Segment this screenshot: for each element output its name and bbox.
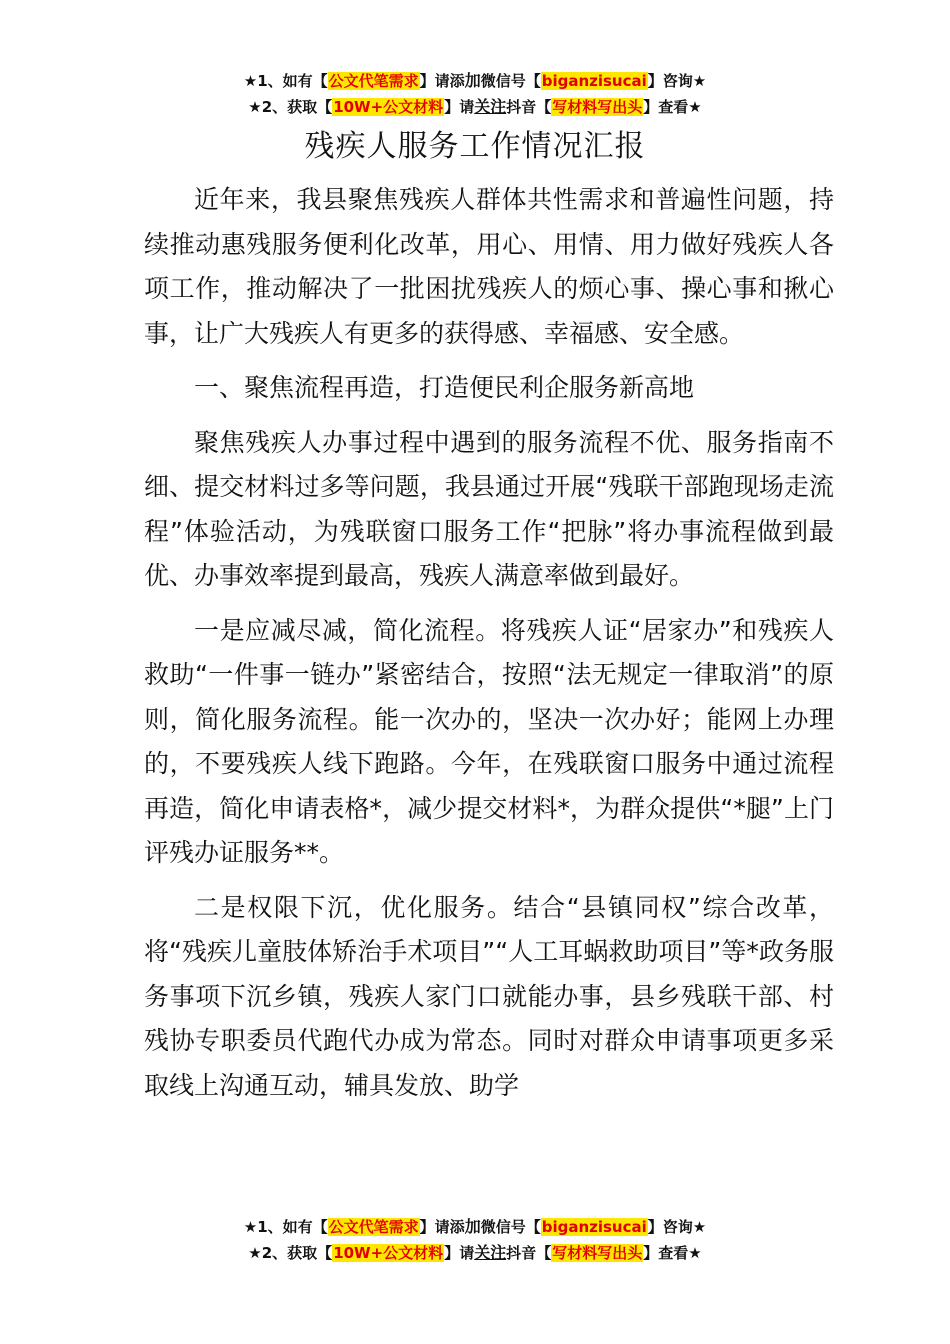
- notice-text: 】查看★: [643, 1244, 702, 1262]
- notice-text: ★1、如有【: [243, 72, 328, 90]
- document-body: [144, 178, 834, 1118]
- notice-text: 】查看★: [643, 98, 702, 116]
- notice-text: 微信号【: [480, 1218, 541, 1236]
- notice-emphasis: 关注: [474, 97, 507, 116]
- bottom-notice-banner: [0, 1214, 950, 1266]
- notice-line-1: [0, 1214, 950, 1240]
- notice-line-2: [0, 1240, 950, 1266]
- top-notice-banner: [0, 68, 950, 120]
- paragraph-intro: 近年来，我县聚焦残疾人群体共性需求和普遍性问题，持续推动惠残服务便利化改革，用心、用情、用力做好残疾人各项工作，推动解决了一批困扰残疾人的烦心事、操心事和揪心事，让广大残疾人有更多的获得感、幸福感、安全感。: [144, 185, 834, 348]
- paragraph-point-1: 一是应减尽减，简化流程。将残疾人证“居家办”和残疾人救助“一件事一链办”紧密结合，按照“法无规定一律取消”的原则，简化服务流程。能一次办的，坚决一次办好；能网上办理的，不要残疾人线下跑路。今年，在残联窗口服务中通过流程再造，简化申请表格*，减少提交材料*，为群众提供“*腿”上门评残办证服务**。: [144, 615, 834, 867]
- highlight-materials: 10W+公文材料: [333, 1244, 444, 1262]
- highlight-wechat-id: biganzisucai: [541, 1218, 647, 1236]
- notice-text: 】请添: [419, 72, 465, 90]
- notice-emphasis: 关注: [474, 1243, 507, 1262]
- notice-emphasis: 加: [464, 1217, 481, 1236]
- notice-text: ★1、如有【: [243, 1218, 328, 1236]
- notice-line-2: [0, 94, 950, 120]
- highlight-douyin: 写材料写出头: [552, 1244, 643, 1262]
- notice-text: 】请添: [419, 1218, 465, 1236]
- document-title: 残疾人服务工作情况汇报: [304, 129, 646, 164]
- notice-text: ★2、获取【: [248, 1244, 333, 1262]
- notice-text: 抖音【: [506, 98, 552, 116]
- highlight-service: 公文代笔需求: [328, 1218, 419, 1236]
- notice-text: 微信号【: [480, 72, 541, 90]
- highlight-service: 公文代笔需求: [328, 72, 419, 90]
- highlight-materials: 10W+公文材料: [333, 98, 444, 116]
- notice-text: 】请: [444, 98, 475, 116]
- notice-line-1: [0, 68, 950, 94]
- paragraph-point-2: 二是权限下沉，优化服务。结合“县镇同权”综合改革，将“残疾儿童肢体矫治手术项目”“人工耳蜗救助项目”等*政务服务事项下沉乡镇，残疾人家门口就能办事，县乡残联干部、村残协专职委员代跑代办成为常态。同时对群众申请事项更多采取线上沟通互动，辅具发放、助学: [144, 892, 834, 1100]
- notice-text: 抖音【: [506, 1244, 552, 1262]
- highlight-douyin: 写材料写出头: [552, 98, 643, 116]
- section-heading-1: 一、聚焦流程再造，打造便民利企服务新高地: [194, 373, 695, 402]
- notice-text: 】咨询★: [647, 1218, 707, 1236]
- notice-text: 】咨询★: [647, 72, 707, 90]
- notice-text: 】请: [444, 1244, 475, 1262]
- paragraph-section-1: 聚焦残疾人办事过程中遇到的服务流程不优、服务指南不细、提交材料过多等问题，我县通过开展“残联干部跑现场走流程”体验活动，为残联窗口服务工作“把脉”将办事流程做到最优、办事效率提到最高，残疾人满意率做到最好。: [144, 427, 834, 590]
- notice-emphasis: 加: [464, 71, 481, 90]
- notice-text: ★2、获取【: [248, 98, 333, 116]
- highlight-wechat-id: biganzisucai: [541, 72, 647, 90]
